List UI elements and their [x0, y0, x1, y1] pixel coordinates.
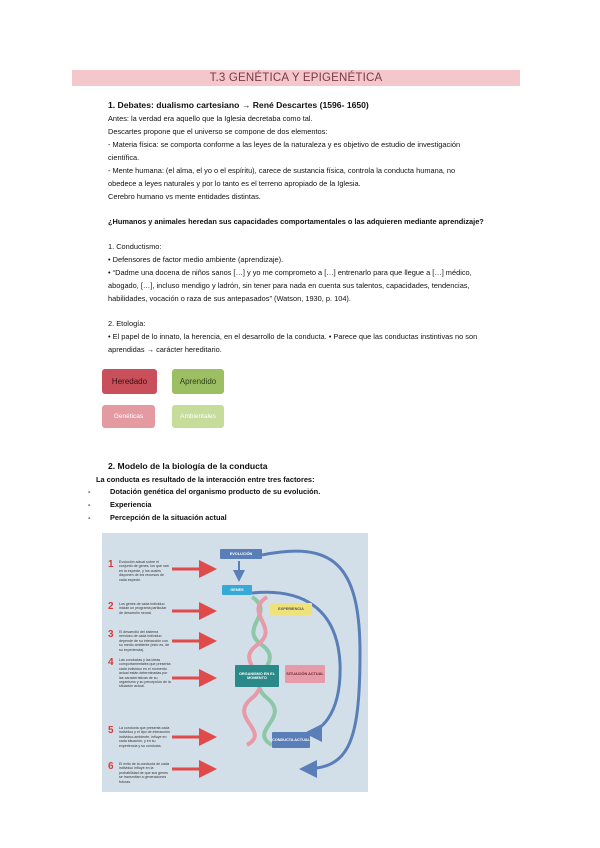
etologia-heading: 2. Etología: — [108, 319, 146, 328]
etologia-line: • El papel de lo innato, la herencia, en el desarrollo de la conducta. • Parece que las conductas instintivas no son — [108, 332, 478, 341]
conductismo-heading: 1. Conductismo: — [108, 242, 162, 251]
step-number: 6 — [108, 761, 114, 772]
step-number: 1 — [108, 559, 114, 570]
conductismo-line: • “Dadme una docena de niños sanos […] y yo me comprometo a […] entrenarlo para que llegue a […] médico, — [108, 268, 472, 277]
step-text: Los genes de cada individuo inician un programa particular de desarrollo neural. — [119, 602, 167, 615]
step-text: Las conductas y las ideas comportamentales que presenta cada individuo en el momento actual están determinadas por las características de su organismo y su percepción de la situación actual. — [119, 658, 171, 689]
evolucion-box: EVOLUCIÓN — [220, 549, 262, 559]
behavior-biology-diagram — [102, 533, 368, 792]
section1-line: Descartes propone que el universo se compone de dos elementos: — [108, 127, 328, 136]
conducta-box: CONDUCTA ACTUAL — [272, 732, 310, 748]
experiencia-box: EXPERIENCIA — [270, 603, 312, 615]
step-text: La conducta que presenta cada individuo y el tipo de interacción individuo-ambiente, influye en cada situación, y en su experiencia y su conducta. — [119, 726, 170, 748]
step-text: Evolución actual sobre el conjunto de genes, los que van en la especie, y los cuales disponen de los recursos de cada especie. — [119, 560, 169, 582]
genes-box: GENES — [222, 585, 252, 595]
section1-line: obedece a leyes naturales y por lo tanto es el terreno apropiado de la Iglesia. — [108, 179, 361, 188]
section2-intro: La conducta es resultado de la interacción entre tres factores: — [96, 475, 315, 484]
section2-heading: 2. Modelo de la biología de la conducta — [108, 461, 268, 471]
ambientales-box: Ambientales — [172, 405, 224, 428]
heredado-box: Heredado — [102, 369, 157, 394]
aprendido-box: Aprendido — [172, 369, 224, 394]
conductismo-line: • Defensores de factor medio ambiente (aprendizaje). — [108, 255, 284, 264]
page-title: T.3 GENÉTICA Y EPIGENÉTICA — [72, 70, 520, 86]
step-number: 3 — [108, 629, 114, 640]
section1-heading: 1. Debates: dualismo cartesiano → René Descartes (1596- 1650) — [108, 100, 369, 110]
conductismo-line: habilidades, vocación o raza de sus antepasados” (Watson, 1930, p. 104). — [108, 294, 351, 303]
section1-line: - Mente humana: (el alma, el yo o el espíritu), carece de sustancia física, controla la conducta humana, no — [108, 166, 456, 175]
geneticas-box: Genéticas — [102, 405, 155, 428]
section2-item: - Percepción de la situación actual — [88, 513, 227, 522]
section1-line: Cerebro humano vs mente entidades distintas. — [108, 192, 261, 201]
step-text: El desarrollo del sistema nervioso de cada individuo depende de su interacción con su medio ambiente (esto es, de su experiencia). — [119, 630, 170, 652]
section1-line: - Materia física: se comporta conforme a las leyes de la naturaleza y es objetivo de estudio de investigación — [108, 140, 461, 149]
section1-line: Antes: la verdad era aquello que la Iglesia decretaba como tal. — [108, 114, 313, 123]
section2-item: - Experiencia — [88, 500, 152, 509]
situacion-box: SITUACIÓN ACTUAL — [285, 665, 325, 683]
step-text: El éxito de la conducta de cada individuo influye en la probabilidad de que sus genes se transmitan a generaciones futuras. — [119, 762, 169, 784]
organismo-box: ORGANISMO EN EL MOMENTO — [235, 665, 279, 687]
step-number: 4 — [108, 657, 114, 668]
section2-item: - Dotación genética del organismo producto de su evolución. — [88, 487, 321, 496]
step-number: 5 — [108, 725, 114, 736]
etologia-line: aprendidas → carácter hereditario. — [108, 345, 222, 354]
section1-line: científica. — [108, 153, 140, 162]
conductismo-line: abogado, […], incluso mendigo y ladrón, sin tener para nada en cuenta sus talentos, capacidades, tendencias, — [108, 281, 470, 290]
section1-question: ¿Humanos y animales heredan sus capacidades comportamentales o las adquieren mediante aprendizaje? — [108, 217, 484, 226]
step-number: 2 — [108, 601, 114, 612]
